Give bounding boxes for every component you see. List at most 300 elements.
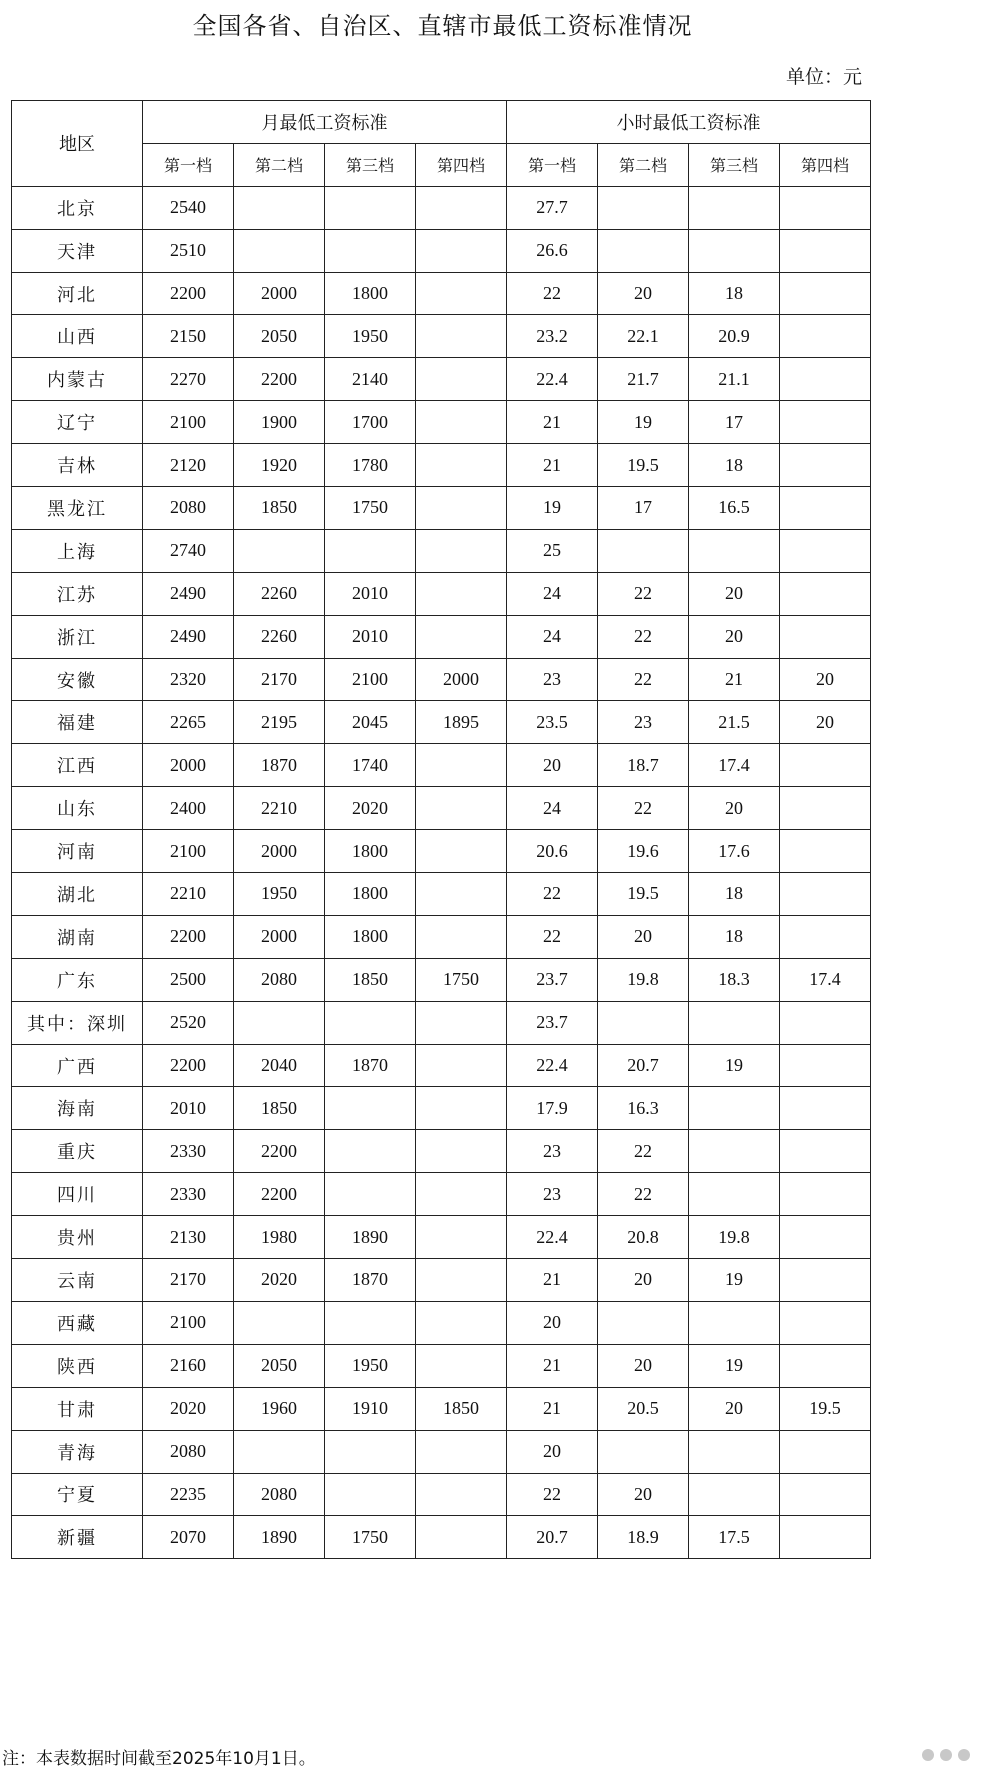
hourly-tier-2-cell: 22: [598, 658, 689, 701]
region-cell: 湖北: [12, 873, 143, 916]
monthly-tier-2-cell: 2000: [234, 272, 325, 315]
monthly-tier-1-cell: 2490: [143, 572, 234, 615]
monthly-tier-4-cell: [416, 572, 507, 615]
hourly-tier-3-cell: [689, 229, 780, 272]
monthly-tier-4-cell: [416, 1173, 507, 1216]
monthly-tier-2-cell: 2000: [234, 915, 325, 958]
hourly-tier-1-cell: 21: [507, 1259, 598, 1302]
hourly-tier-3-cell: [689, 1087, 780, 1130]
hourly-tier-2-cell: 20: [598, 1344, 689, 1387]
hourly-tier-3-cell: 19: [689, 1344, 780, 1387]
hourly-tier-2-cell: 19.5: [598, 873, 689, 916]
monthly-tier-3-cell: 1800: [325, 272, 416, 315]
hourly-tier-2-cell: 23: [598, 701, 689, 744]
monthly-tier-1-cell: 2400: [143, 787, 234, 830]
hourly-tier-3-cell: [689, 529, 780, 572]
monthly-tier-1-cell: 2100: [143, 830, 234, 873]
hourly-tier-1-cell: 24: [507, 572, 598, 615]
region-cell: 湖南: [12, 915, 143, 958]
hourly-tier-2-cell: 22: [598, 572, 689, 615]
monthly-tier-2-cell: [234, 1301, 325, 1344]
monthly-tier-2-cell: 2200: [234, 1173, 325, 1216]
hourly-tier-4-cell: [780, 272, 871, 315]
header-hourly-tier-2: 第二档: [598, 143, 689, 186]
monthly-tier-2-cell: 2170: [234, 658, 325, 701]
hourly-tier-1-cell: 21: [507, 1387, 598, 1430]
hourly-tier-4-cell: [780, 1130, 871, 1173]
monthly-tier-2-cell: [234, 229, 325, 272]
monthly-tier-3-cell: 1870: [325, 1044, 416, 1087]
monthly-tier-2-cell: 1980: [234, 1216, 325, 1259]
monthly-tier-2-cell: 2210: [234, 787, 325, 830]
hourly-tier-2-cell: 19.5: [598, 444, 689, 487]
hourly-tier-1-cell: 21: [507, 1344, 598, 1387]
hourly-tier-2-cell: 22: [598, 787, 689, 830]
hourly-tier-3-cell: 20: [689, 787, 780, 830]
hourly-tier-1-cell: 24: [507, 787, 598, 830]
header-row-main: [12, 101, 871, 144]
monthly-tier-3-cell: 1850: [325, 958, 416, 1001]
monthly-tier-2-cell: 2050: [234, 315, 325, 358]
monthly-tier-1-cell: 2150: [143, 315, 234, 358]
table-row: [12, 744, 871, 787]
monthly-tier-2-cell: 1850: [234, 1087, 325, 1130]
monthly-tier-4-cell: [416, 915, 507, 958]
monthly-tier-4-cell: [416, 873, 507, 916]
monthly-tier-1-cell: 2200: [143, 272, 234, 315]
monthly-tier-4-cell: [416, 186, 507, 229]
monthly-tier-3-cell: 1950: [325, 315, 416, 358]
monthly-tier-2-cell: 2040: [234, 1044, 325, 1087]
monthly-tier-3-cell: 1950: [325, 1344, 416, 1387]
table-row: [12, 1344, 871, 1387]
monthly-tier-1-cell: 2490: [143, 615, 234, 658]
monthly-tier-1-cell: 2740: [143, 529, 234, 572]
hourly-tier-4-cell: 20: [780, 658, 871, 701]
hourly-tier-1-cell: 20.6: [507, 830, 598, 873]
table-row: [12, 701, 871, 744]
monthly-tier-1-cell: 2200: [143, 915, 234, 958]
hourly-tier-4-cell: [780, 444, 871, 487]
monthly-tier-1-cell: 2520: [143, 1001, 234, 1044]
header-hourly-tier-1: 第一档: [507, 143, 598, 186]
monthly-tier-3-cell: 2140: [325, 358, 416, 401]
monthly-tier-1-cell: 2020: [143, 1387, 234, 1430]
hourly-tier-2-cell: 20: [598, 1473, 689, 1516]
hourly-tier-1-cell: 21: [507, 401, 598, 444]
hourly-tier-2-cell: [598, 1001, 689, 1044]
hourly-tier-1-cell: 24: [507, 615, 598, 658]
hourly-tier-2-cell: 20.5: [598, 1387, 689, 1430]
monthly-tier-2-cell: [234, 1001, 325, 1044]
monthly-tier-2-cell: 1920: [234, 444, 325, 487]
hourly-tier-2-cell: 18.9: [598, 1516, 689, 1559]
monthly-tier-4-cell: [416, 1044, 507, 1087]
monthly-tier-4-cell: [416, 529, 507, 572]
monthly-tier-1-cell: 2130: [143, 1216, 234, 1259]
table-body: [12, 186, 871, 1559]
hourly-tier-3-cell: [689, 1173, 780, 1216]
region-cell: 宁夏: [12, 1473, 143, 1516]
header-hourly-tier-4: 第四档: [780, 143, 871, 186]
table-row: [12, 1130, 871, 1173]
hourly-tier-1-cell: 23: [507, 1173, 598, 1216]
hourly-tier-1-cell: 22: [507, 915, 598, 958]
hourly-tier-4-cell: [780, 1087, 871, 1130]
monthly-tier-4-cell: [416, 229, 507, 272]
table-row: [12, 1001, 871, 1044]
table-row: [12, 229, 871, 272]
monthly-tier-4-cell: [416, 272, 507, 315]
hourly-tier-1-cell: 19: [507, 487, 598, 530]
region-cell: 江西: [12, 744, 143, 787]
monthly-tier-2-cell: 1900: [234, 401, 325, 444]
monthly-tier-2-cell: [234, 529, 325, 572]
unit-label: 单位：元: [785, 66, 862, 88]
hourly-tier-3-cell: 20: [689, 1387, 780, 1430]
monthly-tier-4-cell: [416, 1087, 507, 1130]
region-cell: 青海: [12, 1430, 143, 1473]
region-cell: 甘肃: [12, 1387, 143, 1430]
monthly-tier-3-cell: 1800: [325, 915, 416, 958]
hourly-tier-3-cell: 19: [689, 1044, 780, 1087]
region-cell: 江苏: [12, 572, 143, 615]
hourly-tier-2-cell: 19: [598, 401, 689, 444]
monthly-tier-4-cell: [416, 1259, 507, 1302]
monthly-tier-3-cell: [325, 1001, 416, 1044]
hourly-tier-4-cell: [780, 873, 871, 916]
page-title: 全国各省、自治区、直辖市最低工资标准情况: [192, 12, 693, 40]
monthly-tier-1-cell: 2330: [143, 1173, 234, 1216]
monthly-tier-3-cell: 1800: [325, 830, 416, 873]
monthly-tier-2-cell: 2260: [234, 572, 325, 615]
monthly-tier-2-cell: 2200: [234, 1130, 325, 1173]
monthly-tier-3-cell: [325, 186, 416, 229]
table-row: [12, 787, 871, 830]
hourly-tier-1-cell: 25: [507, 529, 598, 572]
hourly-tier-4-cell: [780, 487, 871, 530]
table-row: [12, 401, 871, 444]
hourly-tier-3-cell: 19.8: [689, 1216, 780, 1259]
hourly-tier-1-cell: 20: [507, 1301, 598, 1344]
table-row: [12, 1516, 871, 1559]
monthly-tier-1-cell: 2330: [143, 1130, 234, 1173]
monthly-tier-3-cell: 1870: [325, 1259, 416, 1302]
hourly-tier-2-cell: [598, 186, 689, 229]
monthly-tier-3-cell: [325, 1173, 416, 1216]
footnote: 注：本表数据时间截至2025年10月1日。: [2, 1749, 316, 1769]
hourly-tier-4-cell: 19.5: [780, 1387, 871, 1430]
hourly-tier-2-cell: [598, 229, 689, 272]
hourly-tier-3-cell: [689, 186, 780, 229]
hourly-tier-4-cell: [780, 401, 871, 444]
monthly-tier-2-cell: 1850: [234, 487, 325, 530]
monthly-tier-1-cell: 2540: [143, 186, 234, 229]
hourly-tier-3-cell: 21.1: [689, 358, 780, 401]
monthly-tier-2-cell: [234, 186, 325, 229]
monthly-tier-3-cell: [325, 1087, 416, 1130]
hourly-tier-2-cell: 16.3: [598, 1087, 689, 1130]
monthly-tier-3-cell: 2010: [325, 615, 416, 658]
header-hourly: 小时最低工资标准: [507, 101, 871, 144]
monthly-tier-3-cell: 2100: [325, 658, 416, 701]
table-row: [12, 272, 871, 315]
hourly-tier-4-cell: [780, 744, 871, 787]
hourly-tier-2-cell: 20: [598, 272, 689, 315]
table-row: [12, 1216, 871, 1259]
hourly-tier-1-cell: 20: [507, 1430, 598, 1473]
table-row: [12, 315, 871, 358]
monthly-tier-3-cell: 1750: [325, 487, 416, 530]
hourly-tier-3-cell: 20: [689, 615, 780, 658]
table-row: [12, 1173, 871, 1216]
hourly-tier-3-cell: 18: [689, 915, 780, 958]
table-row: [12, 1087, 871, 1130]
hourly-tier-4-cell: 17.4: [780, 958, 871, 1001]
hourly-tier-3-cell: 17.6: [689, 830, 780, 873]
monthly-tier-4-cell: [416, 615, 507, 658]
region-cell: 云南: [12, 1259, 143, 1302]
hourly-tier-1-cell: 22: [507, 1473, 598, 1516]
monthly-tier-4-cell: [416, 401, 507, 444]
hourly-tier-4-cell: [780, 830, 871, 873]
region-cell: 广东: [12, 958, 143, 1001]
monthly-tier-3-cell: [325, 1430, 416, 1473]
monthly-tier-1-cell: 2100: [143, 401, 234, 444]
hourly-tier-4-cell: [780, 315, 871, 358]
hourly-tier-2-cell: 20.8: [598, 1216, 689, 1259]
hourly-tier-4-cell: [780, 358, 871, 401]
hourly-tier-4-cell: [780, 572, 871, 615]
monthly-tier-4-cell: [416, 1130, 507, 1173]
hourly-tier-4-cell: [780, 229, 871, 272]
hourly-tier-1-cell: 22.4: [507, 358, 598, 401]
hourly-tier-4-cell: [780, 1430, 871, 1473]
table-row: [12, 358, 871, 401]
monthly-tier-4-cell: [416, 444, 507, 487]
monthly-tier-1-cell: 2500: [143, 958, 234, 1001]
hourly-tier-3-cell: 21: [689, 658, 780, 701]
monthly-tier-3-cell: 1780: [325, 444, 416, 487]
hourly-tier-2-cell: [598, 1430, 689, 1473]
monthly-tier-2-cell: 2050: [234, 1344, 325, 1387]
monthly-tier-4-cell: [416, 1516, 507, 1559]
monthly-tier-1-cell: 2010: [143, 1087, 234, 1130]
monthly-tier-4-cell: 2000: [416, 658, 507, 701]
hourly-tier-1-cell: 21: [507, 444, 598, 487]
region-cell: 河北: [12, 272, 143, 315]
table-row: [12, 873, 871, 916]
monthly-tier-1-cell: 2070: [143, 1516, 234, 1559]
table-row: [12, 915, 871, 958]
region-cell: 安徽: [12, 658, 143, 701]
region-cell: 广西: [12, 1044, 143, 1087]
hourly-tier-4-cell: [780, 915, 871, 958]
monthly-tier-2-cell: 1950: [234, 873, 325, 916]
table-row: [12, 1301, 871, 1344]
hourly-tier-2-cell: 22.1: [598, 315, 689, 358]
hourly-tier-4-cell: [780, 1259, 871, 1302]
monthly-tier-2-cell: 2195: [234, 701, 325, 744]
table-row: [12, 444, 871, 487]
region-cell: 黑龙江: [12, 487, 143, 530]
monthly-tier-4-cell: [416, 1430, 507, 1473]
monthly-tier-4-cell: 1850: [416, 1387, 507, 1430]
monthly-tier-4-cell: [416, 1301, 507, 1344]
table-row: [12, 1430, 871, 1473]
hourly-tier-1-cell: 22: [507, 272, 598, 315]
region-cell: 山东: [12, 787, 143, 830]
monthly-tier-1-cell: 2200: [143, 1044, 234, 1087]
hourly-tier-4-cell: [780, 186, 871, 229]
hourly-tier-2-cell: 22: [598, 1130, 689, 1173]
header-hourly-tier-3: 第三档: [689, 143, 780, 186]
monthly-tier-4-cell: [416, 1344, 507, 1387]
monthly-tier-1-cell: 2080: [143, 487, 234, 530]
monthly-tier-3-cell: 1800: [325, 873, 416, 916]
table-row: [12, 1387, 871, 1430]
region-cell: 四川: [12, 1173, 143, 1216]
monthly-tier-1-cell: 2000: [143, 744, 234, 787]
region-cell: 上海: [12, 529, 143, 572]
hourly-tier-4-cell: [780, 1301, 871, 1344]
region-cell: 海南: [12, 1087, 143, 1130]
monthly-tier-3-cell: [325, 1473, 416, 1516]
hourly-tier-1-cell: 23.7: [507, 1001, 598, 1044]
monthly-tier-1-cell: 2210: [143, 873, 234, 916]
hourly-tier-4-cell: [780, 1001, 871, 1044]
hourly-tier-1-cell: 23: [507, 1130, 598, 1173]
hourly-tier-2-cell: [598, 529, 689, 572]
hourly-tier-3-cell: 20: [689, 572, 780, 615]
hourly-tier-4-cell: 20: [780, 701, 871, 744]
monthly-tier-4-cell: [416, 1473, 507, 1516]
monthly-tier-3-cell: [325, 1130, 416, 1173]
hourly-tier-4-cell: [780, 1044, 871, 1087]
region-cell: 西藏: [12, 1301, 143, 1344]
region-cell: 山西: [12, 315, 143, 358]
table-row: [12, 572, 871, 615]
hourly-tier-4-cell: [780, 1216, 871, 1259]
monthly-tier-1-cell: 2080: [143, 1430, 234, 1473]
monthly-tier-1-cell: 2510: [143, 229, 234, 272]
hourly-tier-2-cell: 17: [598, 487, 689, 530]
hourly-tier-3-cell: 17: [689, 401, 780, 444]
header-monthly-tier-3: 第三档: [325, 143, 416, 186]
monthly-tier-2-cell: [234, 1430, 325, 1473]
region-cell: 贵州: [12, 1216, 143, 1259]
region-cell: 新疆: [12, 1516, 143, 1559]
table-row: [12, 830, 871, 873]
hourly-tier-3-cell: 18: [689, 873, 780, 916]
table-row: [12, 958, 871, 1001]
hourly-tier-4-cell: [780, 1344, 871, 1387]
table-row: [12, 658, 871, 701]
hourly-tier-3-cell: 19: [689, 1259, 780, 1302]
hourly-tier-3-cell: [689, 1001, 780, 1044]
monthly-tier-2-cell: 2200: [234, 358, 325, 401]
watermark-dots-icon: [916, 1740, 976, 1770]
hourly-tier-1-cell: 26.6: [507, 229, 598, 272]
monthly-tier-2-cell: 2080: [234, 1473, 325, 1516]
hourly-tier-2-cell: 19.6: [598, 830, 689, 873]
hourly-tier-1-cell: 20.7: [507, 1516, 598, 1559]
region-cell: 浙江: [12, 615, 143, 658]
monthly-tier-4-cell: [416, 1001, 507, 1044]
monthly-tier-3-cell: 1910: [325, 1387, 416, 1430]
hourly-tier-3-cell: 18: [689, 444, 780, 487]
monthly-tier-2-cell: 2020: [234, 1259, 325, 1302]
monthly-tier-4-cell: [416, 830, 507, 873]
region-cell: 吉林: [12, 444, 143, 487]
monthly-tier-4-cell: [416, 1216, 507, 1259]
hourly-tier-4-cell: [780, 1473, 871, 1516]
region-cell: 辽宁: [12, 401, 143, 444]
hourly-tier-2-cell: 21.7: [598, 358, 689, 401]
hourly-tier-1-cell: 17.9: [507, 1087, 598, 1130]
hourly-tier-2-cell: 18.7: [598, 744, 689, 787]
monthly-tier-4-cell: [416, 315, 507, 358]
region-cell: 陕西: [12, 1344, 143, 1387]
hourly-tier-3-cell: 17.5: [689, 1516, 780, 1559]
region-cell: 重庆: [12, 1130, 143, 1173]
monthly-tier-2-cell: 1870: [234, 744, 325, 787]
monthly-tier-1-cell: 2100: [143, 1301, 234, 1344]
monthly-tier-1-cell: 2270: [143, 358, 234, 401]
hourly-tier-2-cell: 20.7: [598, 1044, 689, 1087]
header-region: 地区: [12, 101, 143, 187]
hourly-tier-4-cell: [780, 529, 871, 572]
hourly-tier-1-cell: 20: [507, 744, 598, 787]
hourly-tier-3-cell: 16.5: [689, 487, 780, 530]
region-cell: 其中：深圳: [12, 1001, 143, 1044]
hourly-tier-2-cell: 22: [598, 1173, 689, 1216]
hourly-tier-3-cell: 17.4: [689, 744, 780, 787]
hourly-tier-3-cell: [689, 1473, 780, 1516]
monthly-tier-1-cell: 2235: [143, 1473, 234, 1516]
table-row: [12, 487, 871, 530]
monthly-tier-1-cell: 2120: [143, 444, 234, 487]
table-row: [12, 1044, 871, 1087]
hourly-tier-3-cell: 18.3: [689, 958, 780, 1001]
table-row: [12, 186, 871, 229]
monthly-tier-3-cell: 1890: [325, 1216, 416, 1259]
table-row: [12, 1473, 871, 1516]
hourly-tier-4-cell: [780, 787, 871, 830]
monthly-tier-4-cell: 1895: [416, 701, 507, 744]
header-monthly-tier-4: 第四档: [416, 143, 507, 186]
monthly-tier-3-cell: 1700: [325, 401, 416, 444]
monthly-tier-1-cell: 2170: [143, 1259, 234, 1302]
monthly-tier-3-cell: 1750: [325, 1516, 416, 1559]
monthly-tier-3-cell: [325, 529, 416, 572]
hourly-tier-3-cell: 21.5: [689, 701, 780, 744]
hourly-tier-1-cell: 27.7: [507, 186, 598, 229]
hourly-tier-1-cell: 22.4: [507, 1044, 598, 1087]
hourly-tier-3-cell: 20.9: [689, 315, 780, 358]
hourly-tier-4-cell: [780, 1173, 871, 1216]
hourly-tier-4-cell: [780, 1516, 871, 1559]
monthly-tier-3-cell: [325, 229, 416, 272]
monthly-tier-4-cell: 1750: [416, 958, 507, 1001]
region-cell: 北京: [12, 186, 143, 229]
region-cell: 福建: [12, 701, 143, 744]
table-row: [12, 615, 871, 658]
hourly-tier-1-cell: 22.4: [507, 1216, 598, 1259]
monthly-tier-3-cell: 1740: [325, 744, 416, 787]
hourly-tier-1-cell: 23: [507, 658, 598, 701]
monthly-tier-1-cell: 2160: [143, 1344, 234, 1387]
